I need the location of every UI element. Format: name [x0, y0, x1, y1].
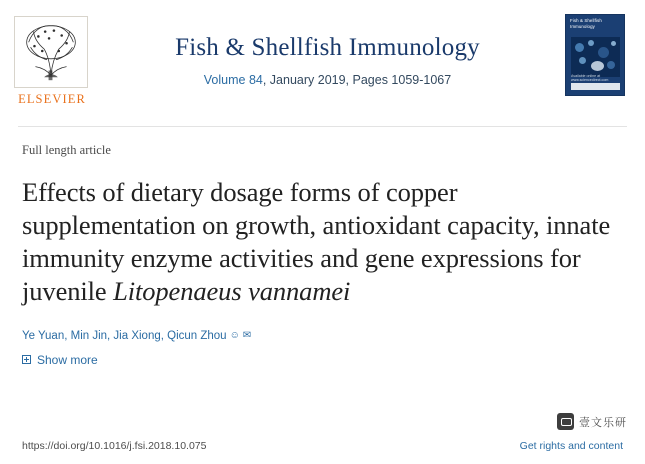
envelope-icon[interactable]: ✉ [242, 329, 252, 341]
plus-icon [22, 355, 31, 364]
cover-artwork [571, 37, 620, 77]
elsevier-logo[interactable] [14, 12, 90, 107]
publication-header [0, 0, 645, 112]
article-footer [22, 440, 623, 452]
journal-info [90, 12, 565, 87]
journal-volume-link[interactable]: Volume 84 [203, 73, 263, 87]
watermark [557, 413, 627, 430]
journal-issue-meta [90, 73, 565, 87]
author-list [22, 330, 623, 342]
journal-issue-text: , January 2019, Pages 1059-1067 [262, 73, 452, 87]
journal-cover[interactable] [565, 12, 631, 96]
person-icon[interactable]: ☺ [229, 329, 240, 341]
page-title [22, 176, 623, 308]
journal-cover-image [565, 14, 625, 96]
author-names[interactable]: Ye Yuan, Min Jin, Jia Xiong, Qicun Zhou [22, 329, 227, 342]
wechat-logo-icon [557, 413, 574, 430]
cover-title-text: Fish & Shellfish Immunology [570, 18, 602, 29]
show-more-button[interactable] [22, 353, 623, 367]
article-title-species: Litopenaeus vannamei [113, 275, 351, 306]
cover-footer-text: Available online at www.sciencedirect.com [571, 74, 609, 82]
article-block [0, 127, 645, 367]
watermark-text: 壹文乐研 [579, 416, 627, 429]
elsevier-wordmark: ELSEVIER [18, 92, 86, 106]
cover-bottom-bar [571, 83, 620, 90]
elsevier-tree-icon [14, 16, 88, 88]
show-more-label: Show more [37, 352, 98, 367]
doi-link[interactable]: https://doi.org/10.1016/j.fsi.2018.10.075 [22, 440, 207, 452]
article-type-label: Full length article [22, 143, 111, 157]
rights-and-content-link[interactable]: Get rights and content [519, 440, 623, 452]
journal-title[interactable]: Fish & Shellfish Immunology [175, 34, 480, 61]
article-title-text: Effects of dietary dosage forms of copper supplementation on growth, antioxidant capacity, innate immunity enzyme activities and gene expressions for juvenile [22, 176, 611, 306]
